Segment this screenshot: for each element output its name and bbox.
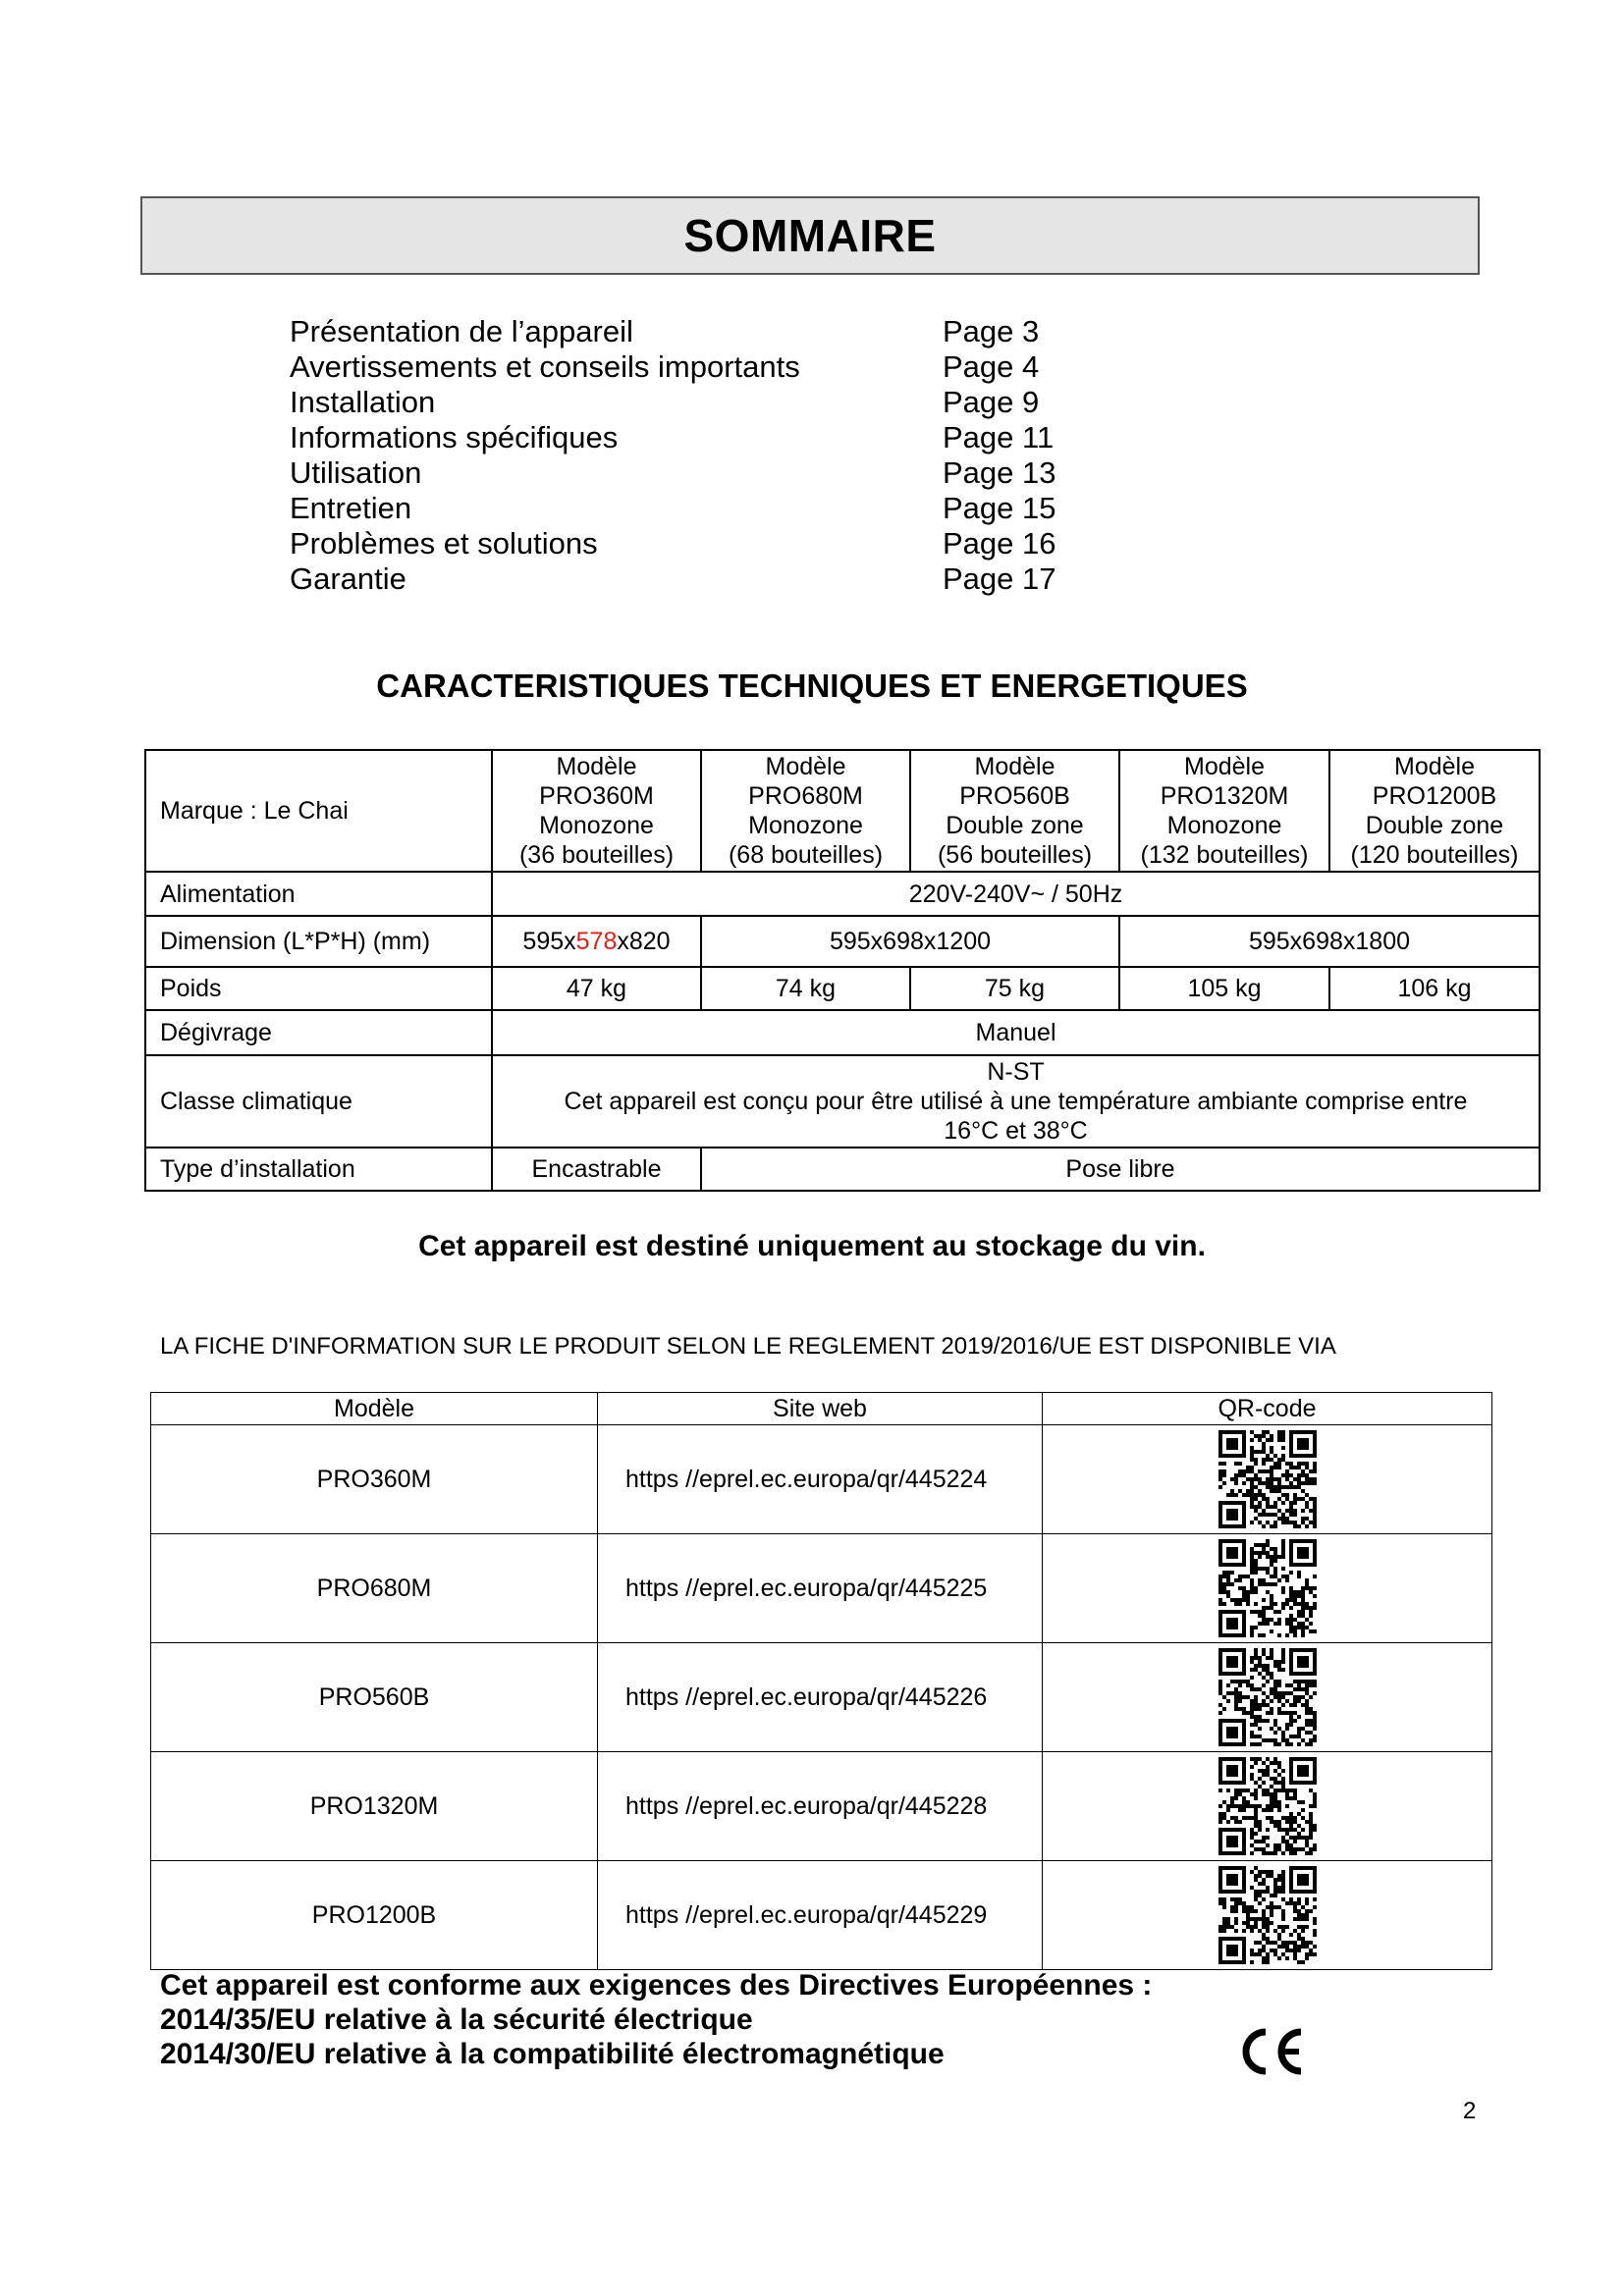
- dimension-value: 595x698x1800: [1119, 916, 1540, 967]
- table-row: [151, 1752, 1492, 1861]
- model-header-cell: [492, 750, 701, 872]
- conformity-statement: [160, 1968, 1152, 2071]
- model-cell: PRO1200B: [151, 1861, 598, 1970]
- toc-page: Page 17: [943, 561, 1056, 596]
- qr-cell: [1043, 1643, 1492, 1752]
- model-line: Monozone: [539, 812, 654, 839]
- table-row: [151, 1425, 1492, 1534]
- qr-cell: [1043, 1425, 1492, 1534]
- row-label: Alimentation: [145, 872, 492, 916]
- climate-line: Cet appareil est conçu pour être utilisé à une température ambiante comprise entre: [564, 1088, 1468, 1115]
- model-line: (132 bouteilles): [1140, 841, 1309, 869]
- url-link[interactable]: https //eprel.ec.europa/qr/445228: [598, 1752, 1043, 1861]
- toc-label: Problèmes et solutions: [290, 526, 598, 561]
- toc-row: [290, 420, 1075, 455]
- model-line: PRO1320M: [1160, 782, 1289, 810]
- dimension-part: 595x: [522, 928, 576, 955]
- url-link[interactable]: https //eprel.ec.europa/qr/445226: [598, 1643, 1043, 1752]
- model-line: Modèle: [765, 753, 846, 780]
- url-link[interactable]: https //eprel.ec.europa/qr/445229: [598, 1861, 1043, 1970]
- model-line: Double zone: [1365, 812, 1504, 839]
- toc-row: [290, 561, 1075, 597]
- model-line: (68 bouteilles): [728, 841, 884, 869]
- qr-code-icon[interactable]: [1218, 1866, 1317, 1964]
- alimentation-value: 220V-240V~ / 50Hz: [492, 872, 1540, 916]
- table-row: [145, 916, 1540, 967]
- weight-value: 105 kg: [1119, 967, 1329, 1010]
- model-cell: PRO680M: [151, 1534, 598, 1643]
- product-info-note: LA FICHE D'INFORMATION SUR LE PRODUIT SELON LE REGLEMENT 2019/2016/UE EST DISPONIBLE VIA: [160, 1333, 1336, 1360]
- model-line: PRO360M: [539, 782, 654, 810]
- model-line: PRO560B: [959, 782, 1070, 810]
- qr-code-icon[interactable]: [1218, 1430, 1317, 1528]
- table-row: [151, 1534, 1492, 1643]
- url-link[interactable]: https //eprel.ec.europa/qr/445225: [598, 1534, 1043, 1643]
- toc-label: Entretien: [290, 491, 412, 525]
- column-header: QR-code: [1043, 1393, 1492, 1425]
- dimension-value: 595x698x1200: [701, 916, 1119, 967]
- model-line: (36 bouteilles): [518, 841, 675, 869]
- page-number: 2: [1463, 2098, 1477, 2124]
- model-line: Modèle: [1394, 753, 1475, 780]
- specs-heading: CARACTERISTIQUES TECHNIQUES ET ENERGETIQUES: [376, 667, 1248, 704]
- model-header-cell: [1329, 750, 1540, 872]
- model-line: Monozone: [748, 812, 863, 839]
- dimension-value: [492, 916, 701, 967]
- model-cell: PRO560B: [151, 1643, 598, 1752]
- ce-mark-icon: [1232, 2022, 1311, 2081]
- dimension-part: x820: [617, 928, 671, 955]
- row-label: Dimension (L*P*H) (mm): [145, 916, 492, 967]
- model-line: Modèle: [556, 753, 637, 780]
- model-line: PRO680M: [748, 782, 863, 810]
- installation-value: Encastrable: [492, 1148, 701, 1191]
- column-header: Site web: [598, 1393, 1043, 1425]
- table-row: [145, 1010, 1540, 1055]
- table-of-contents: [290, 314, 1075, 597]
- specs-table: [144, 749, 1541, 1192]
- summary-title-box: [140, 196, 1480, 275]
- column-header: Modèle: [151, 1393, 598, 1425]
- model-line: Monozone: [1166, 812, 1282, 839]
- table-row: [145, 1055, 1540, 1148]
- installation-value: Pose libre: [701, 1148, 1540, 1191]
- climate-line: 16°C et 38°C: [944, 1117, 1088, 1145]
- table-row: [145, 750, 1540, 872]
- conformity-line: Cet appareil est conforme aux exigences des Directives Européennes :: [160, 1969, 1153, 2002]
- qr-cell: [1043, 1752, 1492, 1861]
- row-label: Dégivrage: [145, 1010, 492, 1055]
- qr-cell: [1043, 1861, 1492, 1970]
- climate-line: N-ST: [987, 1058, 1045, 1086]
- brand-cell: Marque : Le Chai: [145, 750, 492, 872]
- qr-cell: [1043, 1534, 1492, 1643]
- toc-page: Page 3: [943, 314, 1040, 348]
- conformity-line: 2014/30/EU relative à la compatibilité électromagnétique: [160, 2038, 945, 2070]
- qr-code-icon[interactable]: [1218, 1539, 1317, 1637]
- toc-page: Page 13: [943, 455, 1056, 490]
- toc-label: Installation: [290, 385, 436, 419]
- toc-label: Informations spécifiques: [290, 420, 619, 454]
- model-line: Double zone: [946, 812, 1084, 839]
- table-row: [145, 1148, 1540, 1191]
- model-line: (56 bouteilles): [937, 841, 1093, 869]
- toc-row: [290, 491, 1075, 526]
- model-line: PRO1200B: [1372, 782, 1497, 810]
- toc-label: Avertissements et conseils importants: [290, 349, 800, 384]
- toc-row: [290, 385, 1075, 420]
- url-link[interactable]: https //eprel.ec.europa/qr/445224: [598, 1425, 1043, 1534]
- table-row: [145, 872, 1540, 916]
- table-row: [151, 1861, 1492, 1970]
- model-line: Modèle: [974, 753, 1056, 780]
- toc-label: Présentation de l’appareil: [290, 314, 633, 348]
- model-header-cell: [1119, 750, 1329, 872]
- table-header-row: [151, 1393, 1492, 1425]
- qr-code-icon[interactable]: [1218, 1648, 1317, 1746]
- wine-storage-note: Cet appareil est destiné uniquement au stockage du vin.: [418, 1230, 1206, 1262]
- row-label: Classe climatique: [145, 1055, 492, 1148]
- table-row: [151, 1643, 1492, 1752]
- model-cell: PRO360M: [151, 1425, 598, 1534]
- toc-page: Page 15: [943, 491, 1056, 525]
- weight-value: 106 kg: [1329, 967, 1540, 1010]
- table-row: [145, 967, 1540, 1010]
- toc-row: [290, 455, 1075, 491]
- row-label: Poids: [145, 967, 492, 1010]
- summary-title: SOMMAIRE: [683, 210, 937, 261]
- toc-row: [290, 349, 1075, 385]
- toc-page: Page 9: [943, 385, 1040, 419]
- defrost-value: Manuel: [492, 1010, 1540, 1055]
- toc-page: Page 16: [943, 526, 1056, 561]
- model-header-cell: [910, 750, 1119, 872]
- weight-value: 47 kg: [492, 967, 701, 1010]
- toc-label: Utilisation: [290, 455, 422, 490]
- model-cell: PRO1320M: [151, 1752, 598, 1861]
- weight-value: 74 kg: [701, 967, 910, 1010]
- weight-value: 75 kg: [910, 967, 1119, 1010]
- row-label: Type d’installation: [145, 1148, 492, 1191]
- eprel-table: [150, 1392, 1492, 1970]
- toc-row: [290, 526, 1075, 561]
- toc-label: Garantie: [290, 561, 406, 596]
- conformity-line: 2014/35/EU relative à la sécurité électrique: [160, 2003, 753, 2036]
- model-line: (120 bouteilles): [1350, 841, 1519, 869]
- model-header-cell: [701, 750, 910, 872]
- toc-page: Page 11: [943, 420, 1055, 454]
- toc-row: [290, 314, 1075, 349]
- model-line: Modèle: [1184, 753, 1265, 780]
- dimension-highlight: 578: [575, 928, 618, 955]
- toc-page: Page 4: [943, 349, 1040, 384]
- climate-class-value: [492, 1055, 1540, 1148]
- qr-code-icon[interactable]: [1218, 1757, 1317, 1855]
